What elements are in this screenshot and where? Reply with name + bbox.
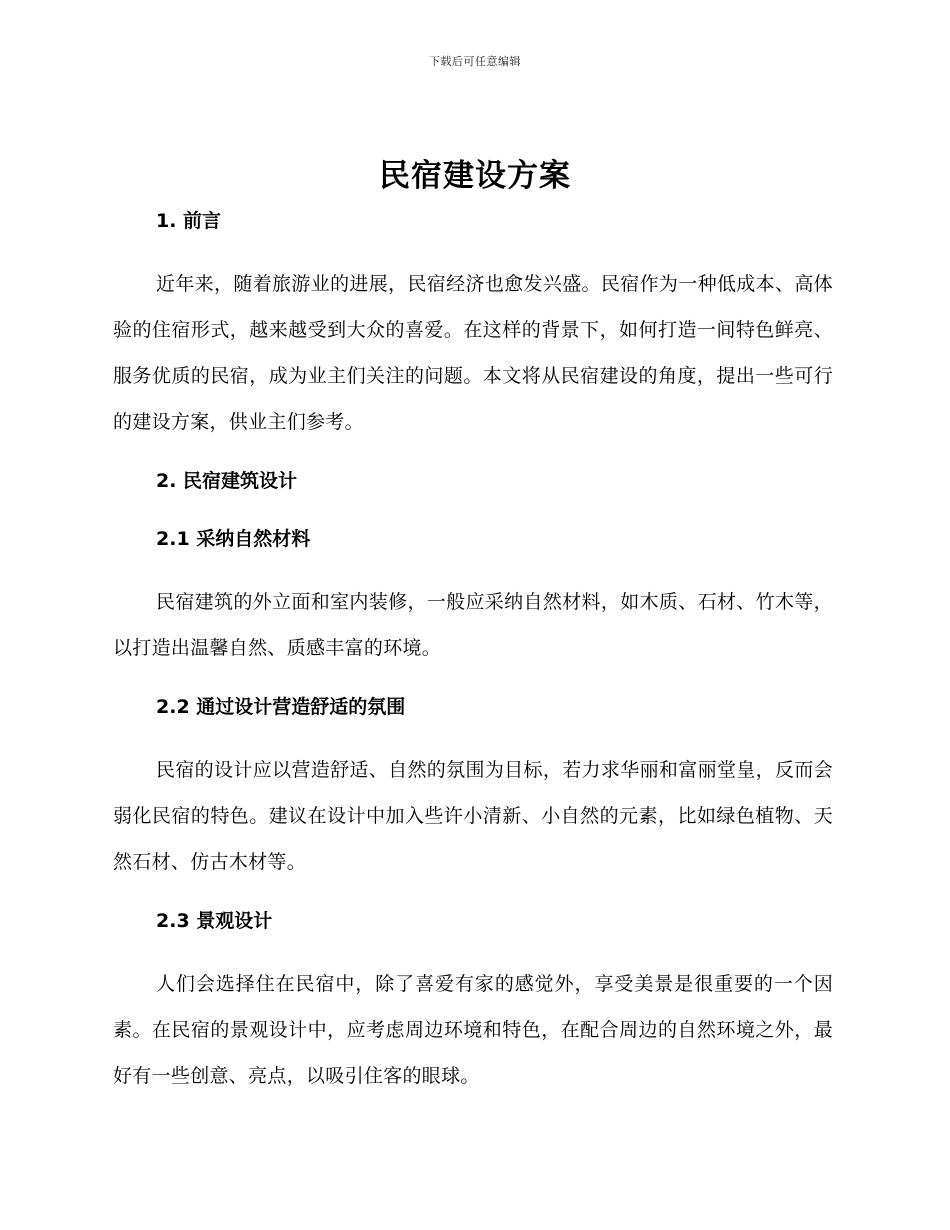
section-paragraph-natural-materials: 民宿建筑的外立面和室内装修，一般应采纳自然材料，如木质、石材、竹木等，以打造出温馨自然、质感丰富的环境。 xyxy=(113,591,833,659)
section-heading-atmosphere: 2.2 通过设计营造舒适的氛围 xyxy=(156,696,406,718)
section-paragraph-preface: 近年来，随着旅游业的进展，民宿经济也愈发兴盛。民宿作为一种低成本、高体验的住宿形式，越来越受到大众的喜爱。在这样的背景下，如何打造一间特色鲜亮、服务优质的民宿，成为业主们关注的问题。本文将从民宿建设的角度，提出一些可行的建设方案，供业主们参考。 xyxy=(113,273,833,433)
header-note: 下载后可任意编辑 xyxy=(429,55,521,68)
section-paragraph-landscape: 人们会选择住在民宿中，除了喜爱有家的感觉外，享受美景是很重要的一个因素。在民宿的景观设计中，应考虑周边环境和特色，在配合周边的自然环境之外，最好有一些创意、亮点，以吸引住客的眼球。 xyxy=(113,973,833,1087)
document-body xyxy=(113,203,833,1099)
section-paragraph-atmosphere: 民宿的设计应以营造舒适、自然的氛围为目标，若力求华丽和富丽堂皇，反而会弱化民宿的特色。建议在设计中加入些许小清新、小自然的元素，比如绿色植物、天然石材、仿古木材等。 xyxy=(113,759,833,873)
document-title: 民宿建设方案 xyxy=(379,158,571,194)
section-heading-building-design: 2. 民宿建筑设计 xyxy=(156,470,298,492)
section-heading-landscape: 2.3 景观设计 xyxy=(156,910,273,932)
section-heading-natural-materials: 2.1 采纳自然材料 xyxy=(156,528,311,550)
section-heading-preface: 1. 前言 xyxy=(156,210,222,232)
